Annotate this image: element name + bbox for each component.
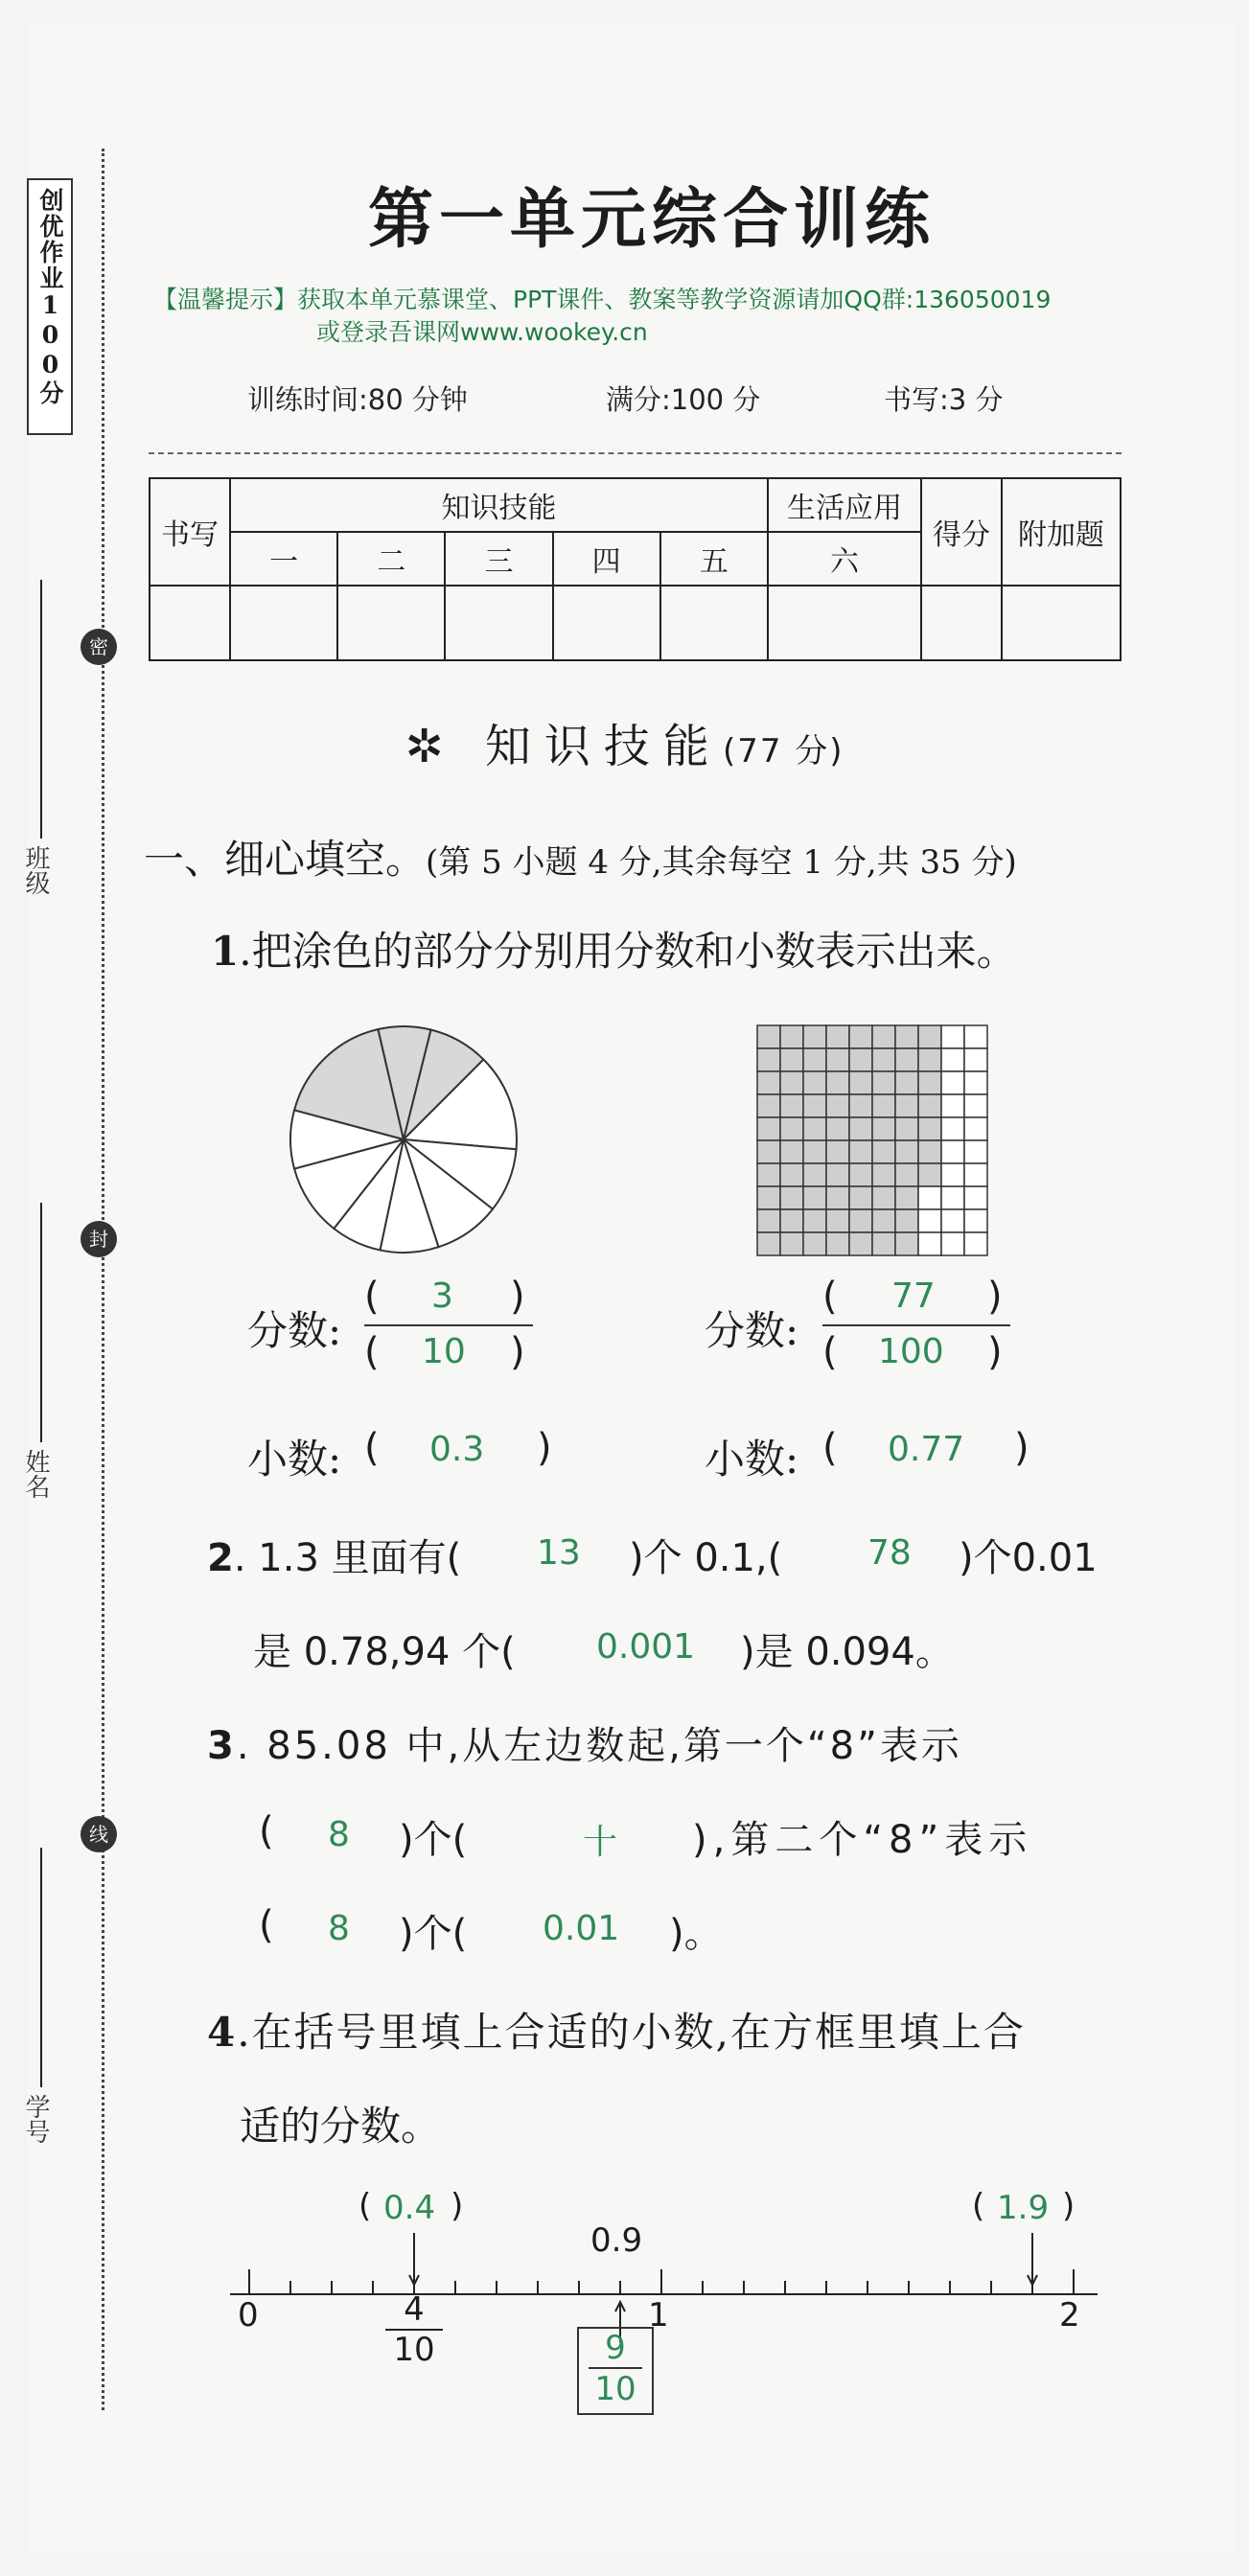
- score-col-5: 五: [660, 532, 768, 586]
- grid-cell: [964, 1140, 987, 1163]
- q2-line-1: [207, 1528, 461, 1582]
- q3-text-3: ),第二个“8”表示: [692, 1818, 1033, 1862]
- grid-cell: [826, 1048, 849, 1071]
- score-cell[interactable]: [230, 586, 337, 660]
- grid-cell: [780, 1140, 803, 1163]
- section-title: 知识技能: [484, 720, 723, 773]
- grid-cell: [895, 1209, 918, 1232]
- q1-text: [211, 920, 1017, 978]
- box-denominator: 10: [594, 2370, 636, 2408]
- q1-right-fraction: [822, 1271, 1010, 1380]
- score-table: [149, 477, 1122, 661]
- section-points: (77 分): [722, 732, 844, 770]
- score-cell[interactable]: [768, 586, 921, 660]
- q3-answer-unit-2[interactable]: 0.01: [543, 1909, 620, 1948]
- bracket-close: ): [510, 1330, 525, 1374]
- grid-cell: [941, 1140, 964, 1163]
- bracket-open: (: [259, 1809, 274, 1853]
- q3-text-5: )。: [669, 1912, 723, 1956]
- score-head-life: 生活应用: [768, 478, 921, 532]
- grid-cell: [780, 1094, 803, 1117]
- q3-answer-digit-1[interactable]: 8: [328, 1815, 350, 1854]
- grid-cell: [757, 1117, 780, 1140]
- grid-cell: [941, 1048, 964, 1071]
- bracket-close: ): [510, 1275, 525, 1319]
- grid-cell: [849, 1163, 872, 1186]
- grid-cell: [849, 1071, 872, 1094]
- grid-cell: [780, 1232, 803, 1255]
- grid-cell: [849, 1094, 872, 1117]
- grid-cell: [895, 1232, 918, 1255]
- score-col-6: 六: [768, 532, 921, 586]
- name-line-3: [40, 1848, 42, 2087]
- bracket-close: ): [987, 1275, 1003, 1319]
- q3-number: 3: [207, 1724, 237, 1768]
- grid-cell: [849, 1186, 872, 1209]
- score-cell[interactable]: [337, 586, 445, 660]
- grid-cell: [757, 1094, 780, 1117]
- score-cell[interactable]: [921, 586, 1002, 660]
- bracket-close: ): [1014, 1426, 1029, 1470]
- grid-cell: [895, 1117, 918, 1140]
- q2-text-a: . 1.3 里面有(: [233, 1536, 462, 1580]
- grid-cell: [826, 1071, 849, 1094]
- margin-label-class: 班级: [21, 845, 50, 895]
- grid-cell: [803, 1232, 826, 1255]
- bracket-open: (: [359, 2187, 372, 2225]
- fraction-numerator: 4: [404, 2290, 425, 2329]
- grid-cell: [872, 1140, 895, 1163]
- score-cell[interactable]: [1002, 586, 1121, 660]
- grid-cell: [803, 1186, 826, 1209]
- grid-cell: [757, 1232, 780, 1255]
- grid-cell: [872, 1232, 895, 1255]
- q2-text-c: )个0.01: [959, 1536, 1098, 1580]
- grid-cell: [964, 1186, 987, 1209]
- part-one-note: (第 5 小题 4 分,其余每空 1 分,共 35 分): [426, 843, 1017, 882]
- q2-answer-tenths[interactable]: 13: [537, 1533, 581, 1573]
- grid-cell: [964, 1163, 987, 1186]
- grid-cell: [918, 1117, 941, 1140]
- grid-cell: [964, 1232, 987, 1255]
- grid-cell: [803, 1163, 826, 1186]
- bracket-open: (: [259, 1903, 274, 1947]
- grid-cell: [803, 1048, 826, 1071]
- grid-cell: [849, 1048, 872, 1071]
- grid-cell: [895, 1163, 918, 1186]
- grid-cell: [895, 1025, 918, 1048]
- q1-circle-figure: [284, 1020, 523, 1259]
- grid-cell: [872, 1163, 895, 1186]
- resource-tip: [153, 284, 1208, 349]
- q1-right-fraction-label: 分数:: [705, 1307, 799, 1354]
- time-info: 训练时间:80 分钟: [247, 383, 468, 416]
- q1-prompt: .把涂色的部分分别用分数和小数表示出来。: [239, 928, 1017, 975]
- grid-cell: [780, 1117, 803, 1140]
- box-numerator: 9: [605, 2329, 626, 2367]
- grid-cell: [849, 1232, 872, 1255]
- q4-number-line: [220, 2175, 1122, 2434]
- margin-label-name: 姓名: [21, 1449, 50, 1499]
- grid-cell: [849, 1025, 872, 1048]
- q1-right-denominator[interactable]: 100: [878, 1332, 944, 1371]
- tip-line-2: 或登录吾课网www.wookey.cn: [316, 318, 648, 346]
- q4-answer-box[interactable]: [577, 2327, 654, 2415]
- grid-cell: [964, 1048, 987, 1071]
- q1-right-decimal[interactable]: 0.77: [888, 1430, 965, 1469]
- score-cell[interactable]: [445, 586, 552, 660]
- grid-cell: [757, 1140, 780, 1163]
- q1-left-denominator[interactable]: 10: [422, 1332, 466, 1371]
- grid-cell: [918, 1071, 941, 1094]
- grid-cell: [872, 1117, 895, 1140]
- score-col-2: 二: [337, 532, 445, 586]
- q1-left-decimal-label: 小数:: [247, 1436, 342, 1483]
- header-divider: [149, 452, 1122, 454]
- q3-text-4: )个(: [399, 1912, 468, 1956]
- binding-dotted-line: [102, 149, 104, 2410]
- q2-answer-hundredths[interactable]: 78: [867, 1533, 912, 1573]
- q1-left-numerator[interactable]: 3: [431, 1276, 453, 1316]
- score-cell[interactable]: [660, 586, 768, 660]
- grid-cell: [757, 1163, 780, 1186]
- q1-left-fraction-label: 分数:: [247, 1307, 342, 1354]
- grid-cell: [918, 1232, 941, 1255]
- bracket-open: (: [364, 1275, 380, 1319]
- grid-cell: [872, 1071, 895, 1094]
- grid-cell: [826, 1025, 849, 1048]
- bracket-open: (: [822, 1275, 838, 1319]
- brand-label: 创优作业100分: [36, 188, 64, 406]
- score-head-bonus: 附加题: [1002, 478, 1121, 586]
- grid-cell: [941, 1117, 964, 1140]
- grid-cell: [941, 1186, 964, 1209]
- grid-cell: [803, 1025, 826, 1048]
- grid-cell: [803, 1117, 826, 1140]
- grid-cell: [872, 1209, 895, 1232]
- seal-mi: 密: [81, 629, 117, 665]
- q1-number: 1: [211, 928, 240, 975]
- grid-cell: [826, 1163, 849, 1186]
- grid-cell: [757, 1209, 780, 1232]
- grid-cell: [780, 1163, 803, 1186]
- q3-text-1: . 85.08 中,从左边数起,第一个“8”表示: [236, 1724, 962, 1768]
- grid-cell: [918, 1140, 941, 1163]
- grid-cell: [964, 1025, 987, 1048]
- grid-cell: [964, 1117, 987, 1140]
- grid-cell: [826, 1209, 849, 1232]
- q4-number: 4: [207, 2009, 238, 2056]
- grid-cell: [826, 1117, 849, 1140]
- grid-cell: [849, 1140, 872, 1163]
- fraction-denominator: 10: [393, 2331, 435, 2369]
- q1-grid-figure: [755, 1024, 989, 1257]
- q4-given-fraction: [385, 2290, 443, 2369]
- grid-cell: [826, 1186, 849, 1209]
- q3-text-2: )个(: [399, 1818, 468, 1862]
- bracket-close: ): [1062, 2187, 1076, 2225]
- seal-xian: 线: [81, 1816, 117, 1852]
- grid-cell: [918, 1186, 941, 1209]
- grid-cell: [780, 1025, 803, 1048]
- grid-cell: [964, 1094, 987, 1117]
- part-one-title: 一、细心填空。: [144, 836, 427, 883]
- grid-cell: [918, 1048, 941, 1071]
- grid-cell: [757, 1071, 780, 1094]
- score-head-knowledge: 知识技能: [230, 478, 768, 532]
- q1-right-numerator[interactable]: 77: [891, 1276, 936, 1316]
- grid-cell: [803, 1094, 826, 1117]
- bracket-open: (: [972, 2187, 985, 2225]
- grid-cell: [872, 1186, 895, 1209]
- grid-cell: [895, 1094, 918, 1117]
- bracket-open: (: [364, 1330, 380, 1374]
- tip-line-1: 【温馨提示】获取本单元慕课堂、PPT课件、教案等教学资源请加QQ群:136050019: [153, 286, 1052, 313]
- grid-cell: [780, 1071, 803, 1094]
- tick-label-0: 0: [238, 2296, 259, 2334]
- score-col-1: 一: [230, 532, 337, 586]
- grid-cell: [849, 1209, 872, 1232]
- flower-icon: ✲: [405, 720, 457, 773]
- grid-cell: [872, 1048, 895, 1071]
- grid-cell: [964, 1071, 987, 1094]
- grid-cell: [941, 1071, 964, 1094]
- score-cell[interactable]: [553, 586, 660, 660]
- grid-cell: [872, 1094, 895, 1117]
- grid-cell: [964, 1209, 987, 1232]
- grid-cell: [918, 1025, 941, 1048]
- score-col-3: 三: [445, 532, 552, 586]
- grid-cell: [872, 1025, 895, 1048]
- margin-label-id: 学号: [21, 2094, 50, 2144]
- grid-cell: [849, 1117, 872, 1140]
- bracket-close: ): [987, 1330, 1003, 1374]
- q4-line-2: 适的分数。: [240, 2103, 442, 2150]
- q4-text-1: .在括号里填上合适的小数,在方框里填上合: [237, 2009, 1026, 2056]
- grid-cell: [918, 1094, 941, 1117]
- bracket-close: ): [451, 2187, 464, 2225]
- q4-line-1: [207, 2001, 1026, 2058]
- seal-feng: 封: [81, 1221, 117, 1257]
- grid-cell: [826, 1140, 849, 1163]
- grid-cell: [803, 1140, 826, 1163]
- grid-cell: [941, 1209, 964, 1232]
- section-heading: [0, 709, 1249, 775]
- q2-number: 2: [207, 1536, 234, 1580]
- grid-cell: [918, 1209, 941, 1232]
- part-one-heading: [144, 828, 1017, 886]
- full-score-info: 满分:100 分: [606, 383, 761, 416]
- q2-answer-thousandths[interactable]: 0.001: [596, 1627, 696, 1667]
- grid-cell: [941, 1232, 964, 1255]
- grid-cell: [780, 1048, 803, 1071]
- grid-cell: [826, 1094, 849, 1117]
- grid-cell: [895, 1071, 918, 1094]
- q2-line-2b: )是 0.094。: [740, 1630, 954, 1674]
- q4-given-0-9: 0.9: [590, 2221, 643, 2260]
- score-cell[interactable]: [150, 586, 230, 660]
- grid-cell: [918, 1163, 941, 1186]
- q3-line-1: [207, 1715, 962, 1770]
- grid-cell: [941, 1163, 964, 1186]
- page-title: 第一单元综合训练: [367, 181, 936, 258]
- grid-cell: [780, 1186, 803, 1209]
- grid-cell: [803, 1209, 826, 1232]
- bracket-open: (: [822, 1426, 838, 1470]
- bracket-open: (: [822, 1330, 838, 1374]
- grid-cell: [757, 1025, 780, 1048]
- grid-cell: [941, 1094, 964, 1117]
- score-head-writing: 书写: [150, 478, 230, 586]
- q1-right-decimal-label: 小数:: [705, 1436, 799, 1483]
- score-col-4: 四: [553, 532, 660, 586]
- grid-cell: [757, 1186, 780, 1209]
- score-head-total: 得分: [921, 478, 1002, 586]
- q3-answer-digit-2[interactable]: 8: [328, 1909, 350, 1948]
- tick-label-1: 1: [648, 2296, 669, 2334]
- writing-score-info: 书写:3 分: [884, 383, 1004, 416]
- grid-cell: [895, 1186, 918, 1209]
- q1-left-fraction: [364, 1271, 533, 1380]
- q3-answer-unit-1[interactable]: 十: [583, 1823, 618, 1862]
- q2-line-2a: 是 0.78,94 个(: [253, 1630, 516, 1674]
- q2-text-b: )个 0.1,(: [629, 1536, 783, 1580]
- grid-cell: [895, 1140, 918, 1163]
- grid-cell: [941, 1025, 964, 1048]
- q1-left-decimal[interactable]: 0.3: [429, 1430, 485, 1469]
- grid-cell: [895, 1048, 918, 1071]
- grid-cell: [803, 1071, 826, 1094]
- grid-cell: [780, 1209, 803, 1232]
- q4-answer-0-4[interactable]: 0.4: [383, 2189, 436, 2227]
- grid-cell: [757, 1048, 780, 1071]
- q4-answer-1-9[interactable]: 1.9: [997, 2189, 1050, 2227]
- tick-label-2: 2: [1059, 2296, 1080, 2334]
- grid-cell: [826, 1232, 849, 1255]
- name-line-2: [40, 1203, 42, 1442]
- bracket-close: ): [537, 1426, 552, 1470]
- bracket-open: (: [364, 1426, 380, 1470]
